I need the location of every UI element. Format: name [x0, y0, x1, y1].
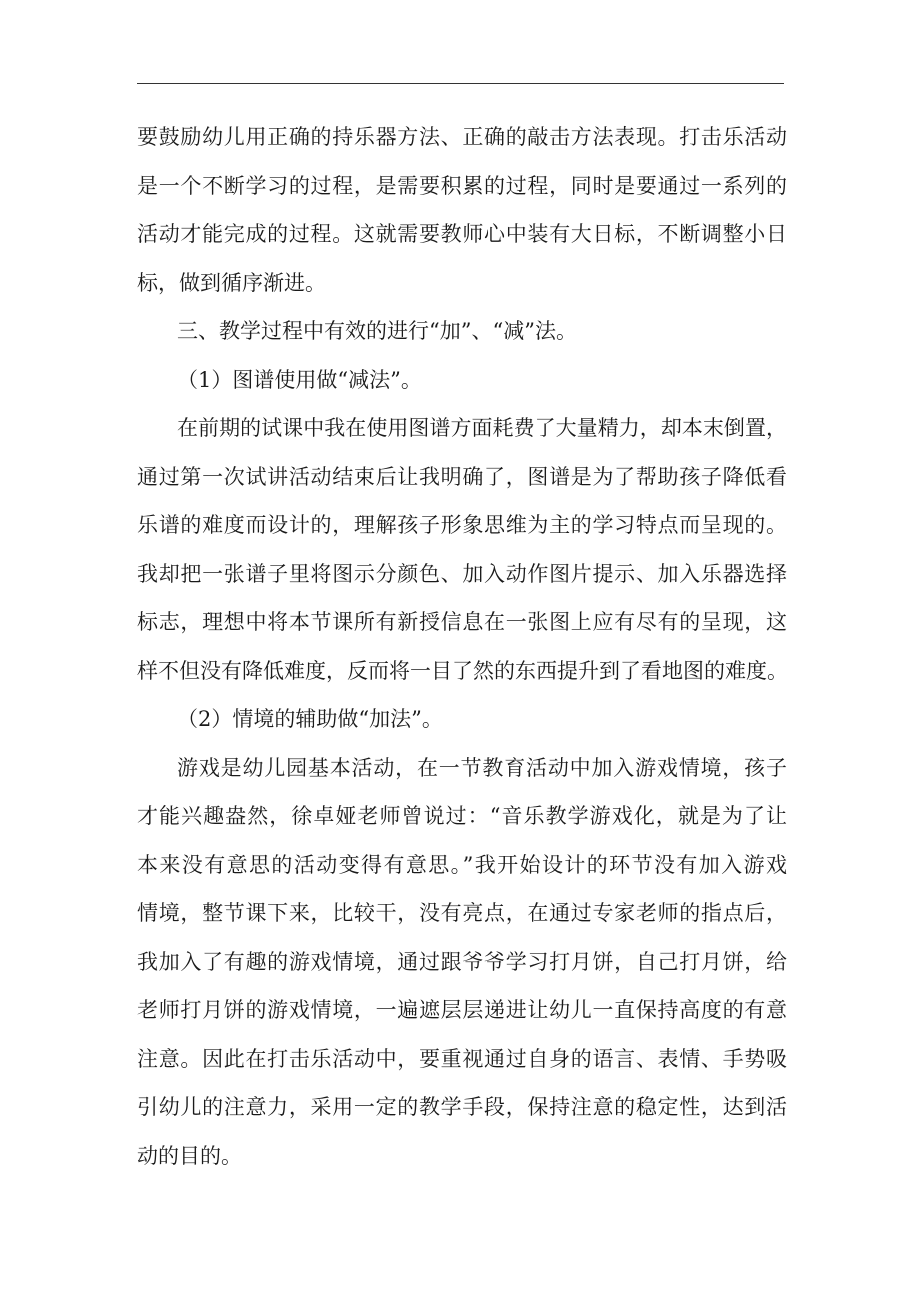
text-line: 标，做到循序渐进。 [137, 270, 326, 295]
text-line: 在前期的试课中我在使用图谱方面耗费了大量精力，却本末倒置， [177, 416, 787, 440]
text-line: 动的目的。 [137, 1143, 242, 1168]
text-line: 通过第一次试讲活动结束后让我明确了，图谱是为了帮助孩子降低看 [137, 464, 787, 489]
text-line: 本来没有意思的活动变得有意思。”我开始设计的环节没有加入游戏 [137, 852, 787, 877]
document-body [137, 113, 797, 1180]
text-line: 注意。因此在打击乐活动中，要重视通过自身的语言、表情、手势吸 [137, 1046, 787, 1071]
text-line: 样不但没有降低难度，反而将一目了然的东西提升到了看地图的难度。 [137, 658, 788, 683]
text-line: （2）情境的辅助做“加法”。 [177, 707, 443, 731]
text-line: 活动才能完成的过程。这就需要教师心中装有大日标，不断调整小日 [137, 222, 787, 246]
text-line: 乐谱的难度而设计的，理解孩子形象思维为主的学习特点而呈现的。 [137, 513, 787, 537]
text-line: 三、教学过程中有效的进行“加”、“减”法。 [177, 319, 577, 343]
text-line: 我却把一张谱子里将图示分颜色、加入动作图片提示、加入乐器选择 [137, 561, 787, 586]
header-rule [137, 83, 784, 84]
text-line: 情境，整节课下来，比较干，没有亮点，在通过专家老师的指点后， [137, 901, 787, 925]
text-line: 游戏是幼儿园基本活动，在一节教育活动中加入游戏情境，孩子 [177, 755, 787, 780]
text-line: （1）图谱使用做“减法”。 [177, 367, 422, 392]
text-line: 标志，理想中将本节课所有新授信息在一张图上应有尽有的呈现，这 [137, 610, 787, 634]
text-line: 是一个不断学习的过程，是需要积累的过程，同时是要通过一系列的 [137, 173, 787, 198]
text-line: 我加入了有趣的游戏情境，通过跟爷爷学习打月饼，自己打月饼，给 [137, 949, 787, 974]
text-line: 老师打月饼的游戏情境，一遍遮层层递进让幼儿一直保持高度的有意 [137, 998, 787, 1022]
text-line: 引幼儿的注意力，采用一定的教学手段，保持注意的稳定性，达到活 [137, 1095, 787, 1119]
text-line: 要鼓励幼儿用正确的持乐器方法、正确的敲击方法表现。打击乐活动 [137, 125, 787, 149]
text-line: 才能兴趣盎然，徐卓娅老师曾说过：“音乐教学游戏化，就是为了让 [137, 804, 787, 828]
